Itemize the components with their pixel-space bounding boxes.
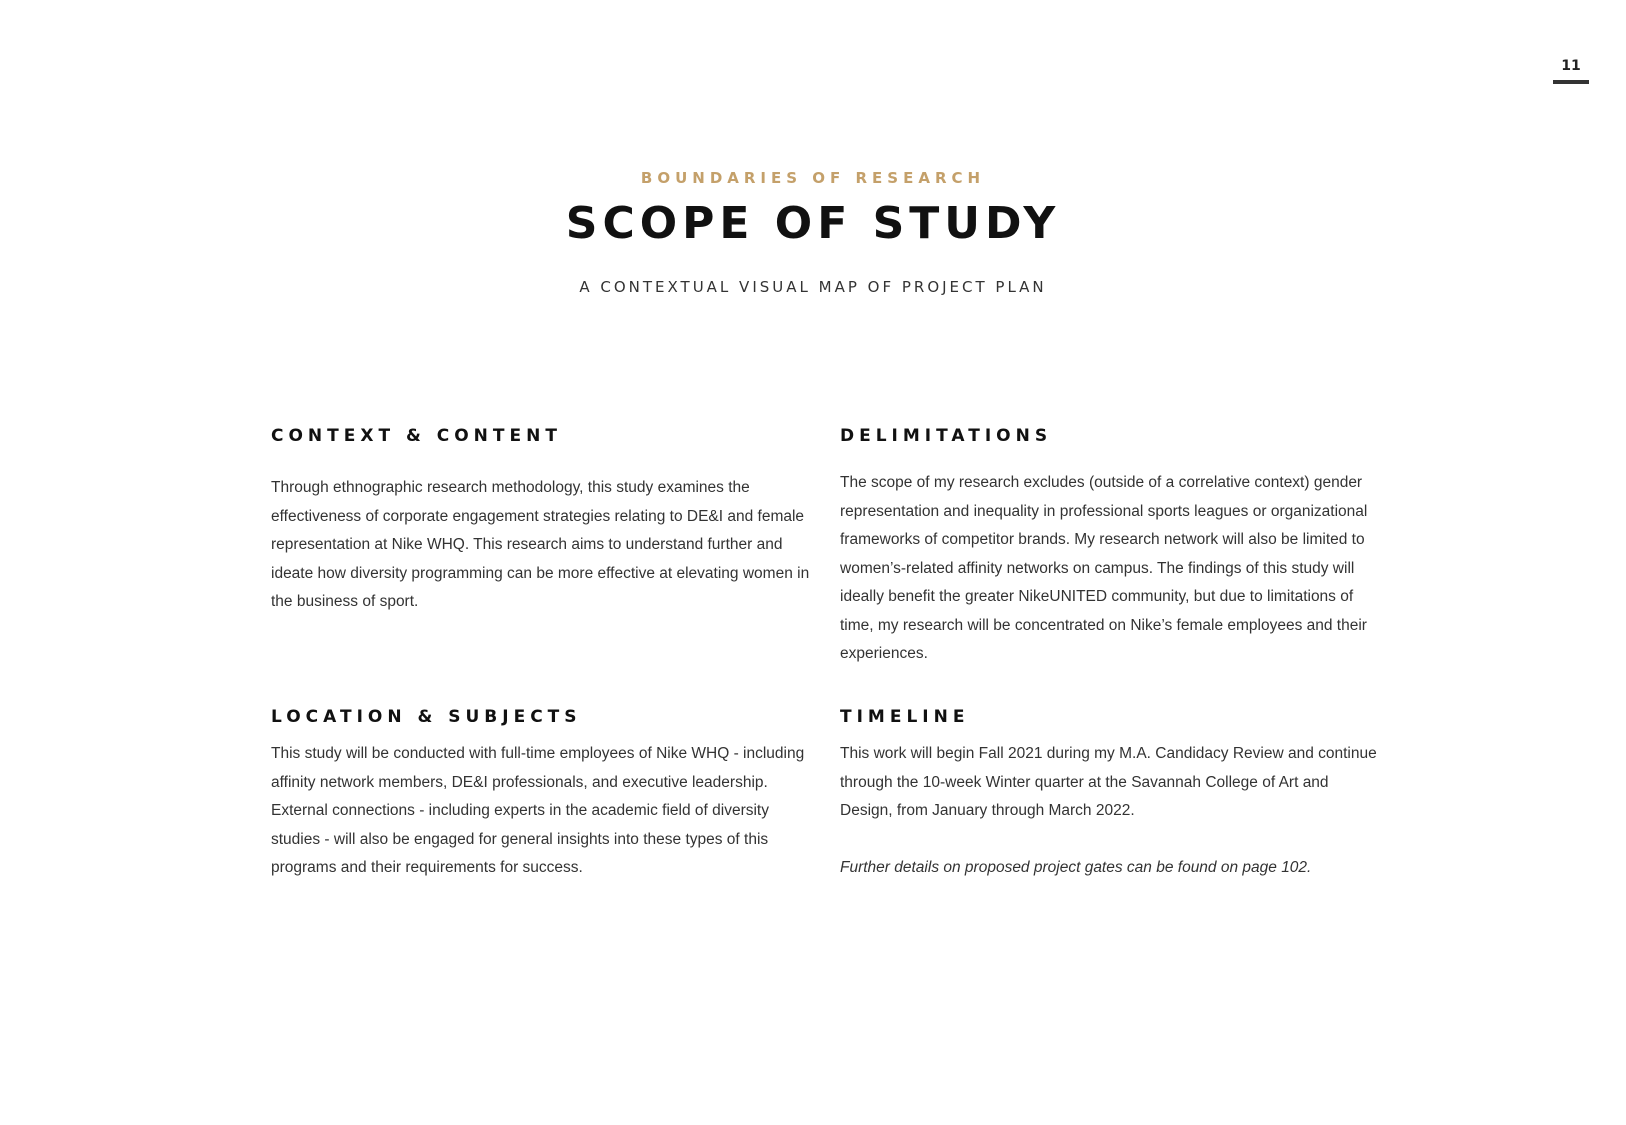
section-body-timeline: This work will begin Fall 2021 during my M.A. Candidacy Review and continue through the 10-week Winter quarter at the Savannah College of Art and Design, from January through March 2022. bbox=[840, 745, 1377, 819]
page-subtitle: A CONTEXTUAL VISUAL MAP OF PROJECT PLAN bbox=[579, 278, 1047, 296]
section-delimitations bbox=[840, 426, 1380, 669]
section-context-content bbox=[271, 426, 811, 617]
section-body-location: This study will be conducted with full-time employees of Nike WHQ - including affinity network members, DE&I professionals, and executive leadership. External connections - including experts in the academic field of diversity studies - will also be engaged for general insights into these types of this programs and their requirements for success. bbox=[271, 745, 805, 876]
page-number-rule bbox=[1553, 80, 1589, 84]
section-heading-timeline: TIMELINE bbox=[840, 707, 970, 727]
section-heading-delimitations: DELIMITATIONS bbox=[840, 426, 1053, 446]
section-location-subjects bbox=[271, 707, 811, 883]
section-body-context: Through ethnographic research methodology, this study examines the effectiveness of corporate engagement strategies relating to DE&I and female representation at Nike WHQ. This research aims to understand further and ideate how diversity programming can be more effective at elevating women in the business of sport. bbox=[271, 479, 810, 610]
eyebrow-label: BOUNDARIES OF RESEARCH bbox=[640, 169, 986, 187]
page-title: SCOPE OF STUDY bbox=[565, 198, 1061, 249]
section-body-delimitations: The scope of my research excludes (outside of a correlative context) gender representation and inequality in professional sports leagues or organizational frameworks of competitor brands. My research network will also be limited to women’s-related affinity networks on campus. The findings of this study will ideally benefit the greater NikeUNITED community, but due to limitations of time, my research will be concentrated on Nike’s female employees and their experiences. bbox=[840, 474, 1368, 662]
section-timeline bbox=[840, 707, 1380, 883]
section-heading-location: LOCATION & SUBJECTS bbox=[271, 707, 582, 727]
timeline-note: Further details on proposed project gates can be found on page 102. bbox=[840, 859, 1312, 876]
section-heading-context: CONTEXT & CONTENT bbox=[271, 426, 562, 446]
page-number: 11 bbox=[1561, 58, 1581, 74]
